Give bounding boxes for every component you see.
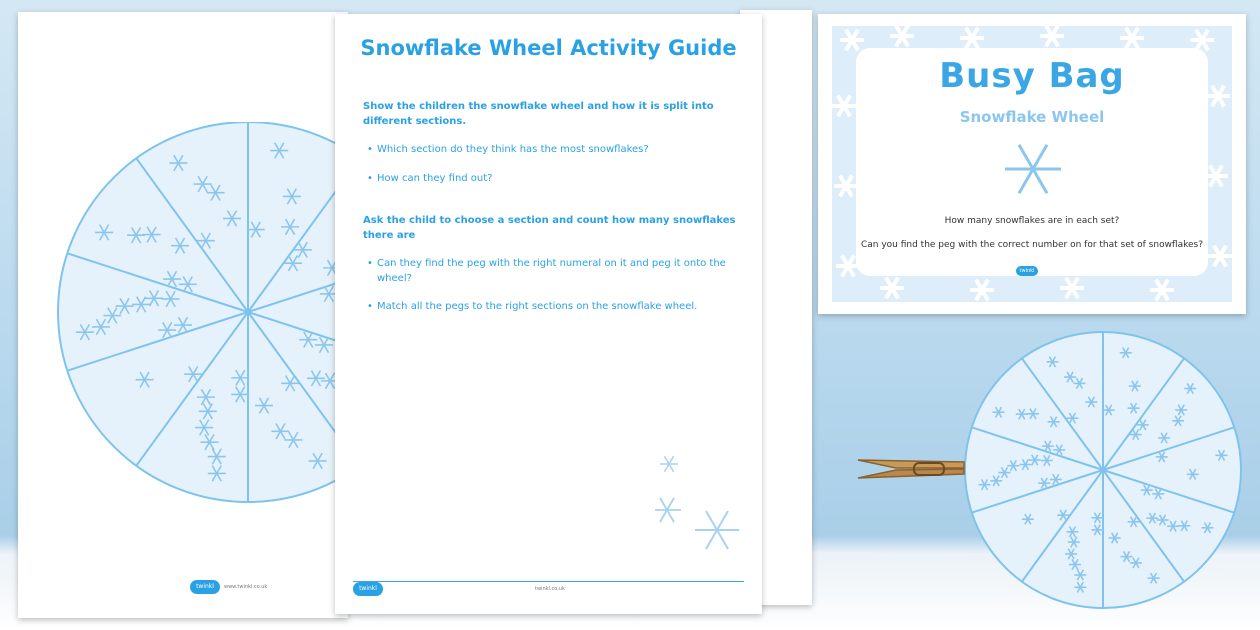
snowflake-icon (1040, 26, 1064, 46)
snowflake-icon (1120, 28, 1144, 49)
snowflake-icon (970, 280, 994, 301)
wheel-printout-sheet (18, 12, 348, 618)
site-url: www.twinkl.co.uk (224, 584, 268, 590)
busy-bag-card (818, 14, 1246, 314)
twinkl-logo: twinkl (353, 582, 383, 596)
snowflake-icon (655, 498, 681, 522)
snowflake-icon (1005, 145, 1061, 193)
snowflake-icon (890, 26, 914, 46)
guide-paragraph-1: Show the children the snowflake wheel and how it is split into different sections. (363, 101, 714, 127)
snowflake-wheel-round (963, 330, 1243, 610)
twinkl-logo: twinkl (1016, 266, 1038, 276)
card-question-1: How many snowflakes are in each set? (944, 216, 1120, 226)
snowflake-icon (834, 176, 858, 197)
card-subtitle: Snowflake Wheel (959, 108, 1105, 126)
snowflake-icon-cluster (655, 452, 745, 562)
snowflake-icon (1206, 86, 1230, 107)
card-question-2: Can you find the peg with the correct number on for that set of snowflakes? (860, 240, 1204, 250)
snowflake-icon (695, 511, 739, 549)
snowflake-icon (1150, 280, 1174, 301)
snowflake-icon (840, 30, 864, 51)
footer-divider (353, 581, 744, 582)
guide-bullet-1: • Which section do they think has the most snowflakes? (369, 143, 738, 158)
activity-guide-sheet (335, 14, 762, 614)
guide-bullet-2: • How can they find out? (369, 172, 738, 187)
snowflake-icon (660, 456, 678, 472)
card-inner-panel (856, 48, 1208, 276)
snowflake-icon (1002, 138, 1064, 200)
snowflake-icon (1060, 278, 1084, 299)
guide-bullet-3: • Can they find the peg with the right numeral on it and peg it onto the wheel? (369, 257, 738, 286)
snowflake-icon (880, 278, 904, 299)
site-url: twinkl.co.uk (535, 586, 565, 592)
snowflake-icon (960, 28, 984, 49)
twinkl-logo: twinkl (190, 580, 220, 594)
card-title: Busy Bag (939, 56, 1125, 96)
clothes-peg-icon (856, 452, 968, 486)
snowflake-icon (1208, 246, 1232, 267)
snowflake-icon (832, 96, 856, 117)
guide-bullet-4: • Match all the pegs to the right sections on the snowflake wheel. (369, 300, 738, 315)
guide-paragraph-2: Ask the child to choose a section and count how many snowflakes there are (363, 215, 736, 241)
guide-title: Snowflake Wheel Activity Guide (360, 36, 737, 60)
